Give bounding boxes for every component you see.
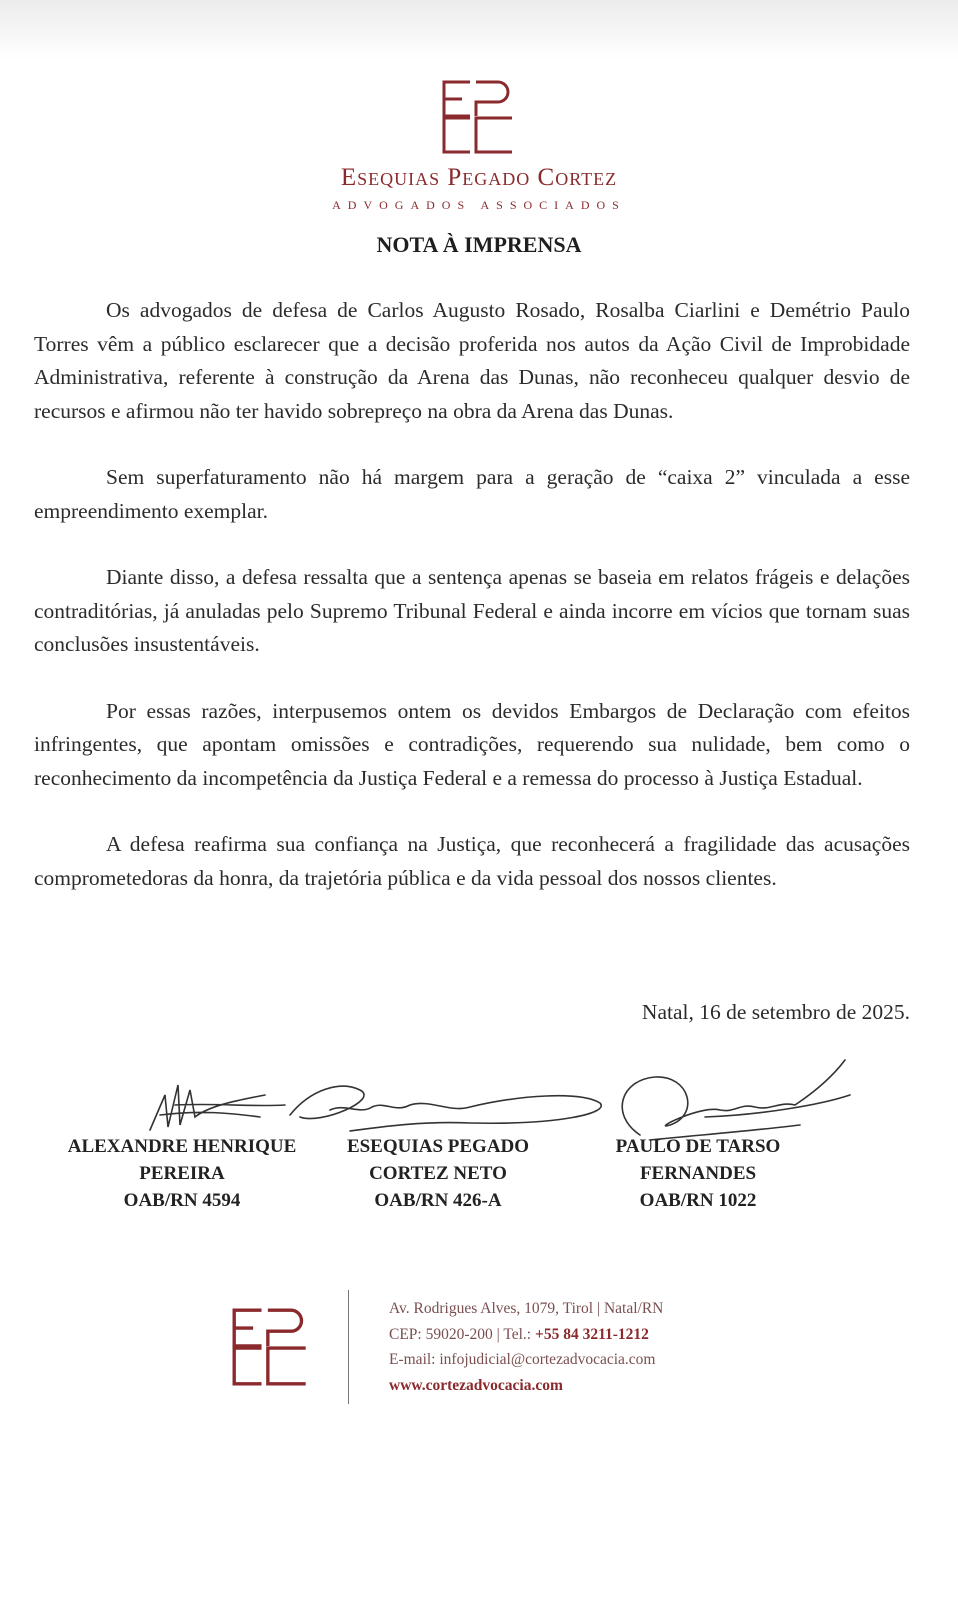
signatory-3-name-line2: FERNANDES — [639, 1163, 757, 1184]
signatures-section — [0, 1055, 958, 1215]
signatory-2 — [333, 1133, 543, 1214]
footer-cep-phone — [389, 1322, 663, 1348]
footer-website[interactable]: www.cortezadvocacia.com — [389, 1376, 563, 1394]
signatory-3-oab: OAB/RN 1022 — [639, 1190, 757, 1211]
footer-phone[interactable]: +55 84 3211-1212 — [534, 1325, 649, 1343]
signatory-2-oab: OAB/RN 426-A — [374, 1190, 502, 1211]
firm-subtitle: ADVOGADOS ASSOCIADOS — [332, 198, 626, 212]
signatory-3-name-line1: PAULO DE TARSO — [615, 1136, 781, 1157]
signatory-2-name-line1: ESEQUIAS PEGADO — [346, 1136, 530, 1157]
paragraph-2: Sem superfaturamento não há margem para a geração de “caixa 2” vinculada a esse empreendimento exemplar. — [34, 465, 910, 523]
signature-1 — [150, 1085, 285, 1130]
paragraph-4: Por essas razões, interpusemos ontem os devidos Embargos de Declaração com efeitos infringentes, que apontam omissões e contradições, requerendo sua nulidade, bem como o reconhecimento da incompetência da Justiça Federal e a remessa do processo à Justiça Estadual. — [34, 698, 910, 790]
document-title: NOTA À IMPRENSA — [376, 232, 582, 257]
footer-cep: CEP: 59020-200 | Tel.: — [389, 1325, 535, 1343]
footer-contact-info — [389, 1296, 663, 1398]
footer-email[interactable]: E-mail: infojudicial@cortezadvocacia.com — [389, 1351, 656, 1368]
page-top-shade — [0, 0, 958, 60]
signatory-3 — [598, 1133, 798, 1214]
press-note-body — [34, 294, 910, 928]
footer-divider — [348, 1290, 349, 1404]
epc-monogram-icon — [440, 78, 518, 156]
paragraph-5: A defesa reafirma sua confiança na Justiça, que reconhecerá a fragilidade das acusações comprometedoras da honra, da trajetória pública e da vida pessoal dos nossos clientes. — [34, 832, 910, 890]
signatory-1 — [62, 1133, 302, 1214]
signature-2 — [290, 1086, 601, 1131]
signature-3 — [622, 1060, 850, 1140]
firm-name: Esequias Pegado Cortez — [340, 164, 618, 191]
signatory-1-oab: OAB/RN 4594 — [123, 1190, 241, 1211]
paragraph-1: Os advogados de defesa de Carlos Augusto Rosado, Rosalba Ciarlini e Demétrio Paulo Torres vêm a público esclarecer que a decisão proferida nos autos da Ação Civil de Improbidade Administrativa, referente à construção da Arena das Dunas, não reconheceu qualquer desvio de recursos e afirmou não ter havido sobrepreço na obra da Arena das Dunas. — [34, 298, 910, 423]
signatory-1-name-line2: PEREIRA — [139, 1163, 225, 1184]
date-line: Natal, 16 de setembro de 2025. — [641, 1000, 910, 1024]
epc-monogram-footer-icon — [230, 1306, 312, 1388]
signatory-2-name-line2: CORTEZ NETO — [369, 1163, 507, 1184]
paragraph-3: Diante disso, a defesa ressalta que a sentença apenas se baseia em relatos frágeis e delações contraditórias, já anuladas pelo Supremo Tribunal Federal e ainda incorre em vícios que tornam suas conclusões insustentáveis. — [34, 565, 910, 656]
footer-address: Av. Rodrigues Alves, 1079, Tirol | Natal/RN — [389, 1300, 664, 1317]
signatory-1-name-line1: ALEXANDRE HENRIQUE — [67, 1136, 297, 1157]
